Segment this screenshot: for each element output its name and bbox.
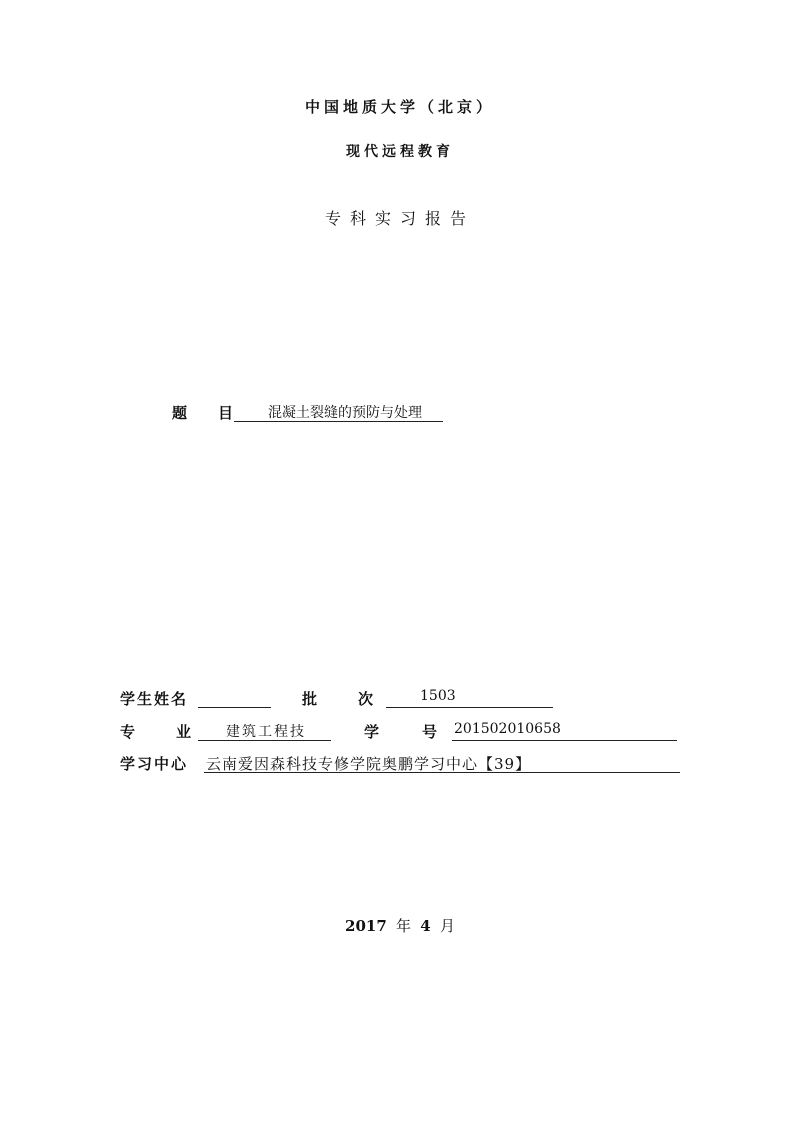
major-label-2: 业 <box>176 723 194 741</box>
topic-label-1: 题 <box>172 404 190 422</box>
student-id-label-1: 学 <box>364 723 382 741</box>
topic-label-2: 目 <box>218 404 236 422</box>
topic-row <box>0 402 800 424</box>
student-name-underline <box>198 688 271 708</box>
report-date <box>0 915 800 936</box>
learning-center-row <box>0 753 800 775</box>
learning-center-label: 学习中心 <box>120 755 189 773</box>
learning-center-underline <box>204 753 680 773</box>
batch-value: 1503 <box>420 688 456 704</box>
major-underline <box>198 721 331 741</box>
student-id-underline <box>452 721 677 741</box>
major-id-row <box>0 721 800 743</box>
batch-label-1: 批 <box>302 690 320 708</box>
student-id-value: 201502010658 <box>454 721 561 737</box>
name-batch-row <box>0 688 800 710</box>
batch-underline <box>386 688 553 708</box>
topic-underline <box>234 402 443 422</box>
major-value: 建筑工程技 <box>226 724 306 740</box>
date-month-unit: 月 <box>439 917 455 935</box>
date-month: 4 <box>420 917 431 935</box>
date-year-unit: 年 <box>396 917 412 935</box>
topic-value: 混凝土裂缝的预防与处理 <box>268 405 422 421</box>
learning-center-value: 云南爱因森科技专修学院奥鹏学习中心【39】 <box>206 755 532 773</box>
report-type-title: 专科实习报告 <box>324 209 475 228</box>
major-label-1: 专 <box>120 723 138 741</box>
date-year: 2017 <box>345 917 387 935</box>
batch-label-2: 次 <box>358 690 376 708</box>
university-name: 中国地质大学（北京） <box>304 98 495 116</box>
student-name-label: 学生姓名 <box>120 690 189 708</box>
department-name: 现代远程教育 <box>346 144 454 160</box>
student-id-label-2: 号 <box>422 723 440 741</box>
